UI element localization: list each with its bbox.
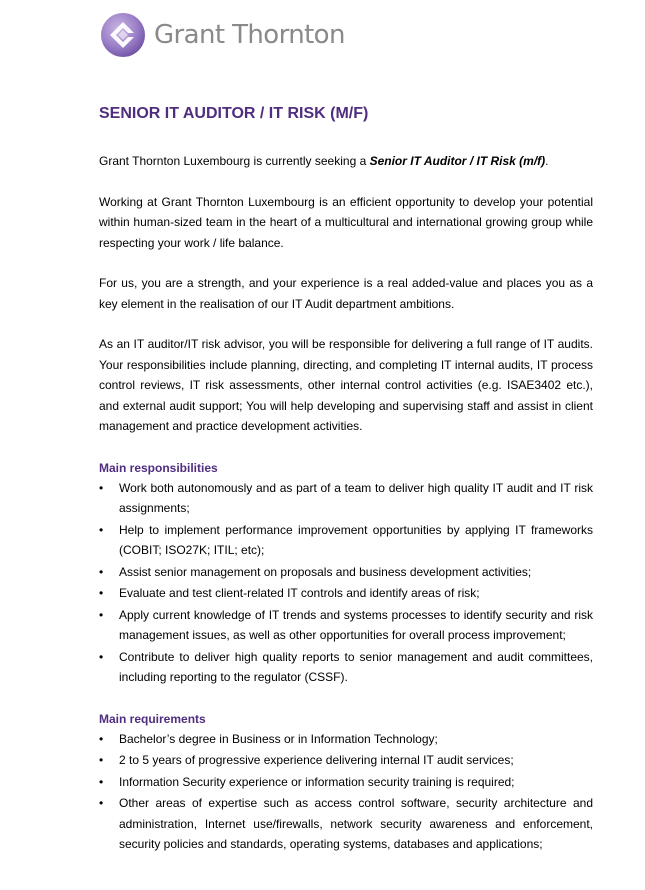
intro-paragraph: [99, 151, 593, 172]
job-posting: [99, 103, 593, 856]
bullet-icon: •: [99, 731, 104, 746]
job-title: SENIOR IT AUDITOR / IT RISK (M/F): [99, 105, 369, 122]
list-item-text: Help to implement performance improvement opportunities by applying IT frameworks (COBIT; ISO27K; ITIL; etc);: [119, 522, 593, 557]
list-item-text: Other areas of expertise such as access control software, security architecture and administration, Internet use/firewalls, network security awareness and enforcement, security policies and standards, operating systems, databases and applications;: [119, 796, 593, 851]
bullet-icon: •: [99, 480, 104, 495]
requirements-list: [99, 729, 593, 855]
intro-role-emphasis: Senior IT Auditor / IT Risk (m/f): [369, 154, 546, 168]
list-item: [99, 729, 593, 750]
list-item-text: Bachelor’s degree in Business or in Information Technology;: [119, 731, 438, 746]
list-item: [99, 520, 593, 561]
list-item-text: Information Security experience or information security training is required;: [119, 774, 515, 789]
paragraph-work-environment: Working at Grant Thornton Luxembourg is an efficient opportunity to develop your potential within human-sized team in the heart of a multicultural and international growing group while respecting your work / life balance.: [99, 194, 593, 250]
list-item-text: Apply current knowledge of IT trends and systems processes to identify security and risk management issues, as well as other opportunities for overall process improvement;: [119, 607, 593, 642]
responsibilities-list: [99, 478, 593, 688]
list-item: [99, 647, 593, 688]
bullet-icon: •: [99, 607, 104, 622]
list-item: [99, 478, 593, 519]
list-item: [99, 562, 593, 583]
bullet-icon: •: [99, 753, 104, 767]
responsibilities-heading: Main responsibilities: [99, 460, 218, 475]
list-item: [99, 605, 593, 646]
list-item: [99, 772, 593, 793]
list-item: [99, 583, 593, 604]
bullet-icon: •: [99, 522, 104, 537]
bullet-icon: •: [99, 586, 104, 600]
list-item-text: Work both autonomously and as part of a team to deliver high quality IT audit and IT risk assignments;: [119, 480, 593, 515]
list-item: [99, 750, 593, 771]
list-item-text: Evaluate and test client-related IT controls and identify areas of risk;: [119, 586, 480, 600]
requirements-heading: Main requirements: [99, 711, 206, 726]
intro-prefix: Grant Thornton Luxembourg is currently seeking a: [99, 154, 370, 168]
list-item-text: Contribute to deliver high quality reports to senior management and audit committees, including reporting to the regulator (CSSF).: [119, 649, 593, 684]
paragraph-value: For us, you are a strength, and your experience is a real added-value and places you as a key element in the realisation of our IT Audit department ambitions.: [99, 276, 593, 311]
paragraph-role-description: As an IT auditor/IT risk advisor, you will be responsible for delivering a full range of IT audits. Your responsibilities include planning, directing, and completing IT internal audits, IT process control reviews, IT risk assessments, other internal control activities (e.g. ISAE3402 etc.), and external audit support; You will help developing and supervising staff and assist in client management and practice development activities.: [99, 337, 593, 433]
list-item: [99, 793, 593, 855]
logo-wordmark: Grant Thornton: [154, 20, 345, 50]
intro-suffix: .: [545, 154, 549, 168]
list-item-text: Assist senior management on proposals and business development activities;: [119, 564, 532, 579]
bullet-icon: •: [99, 774, 104, 789]
company-logo: [100, 12, 345, 58]
grant-thornton-logo-icon: [100, 12, 146, 58]
bullet-icon: •: [99, 649, 104, 664]
bullet-icon: •: [99, 564, 104, 579]
bullet-icon: •: [99, 796, 104, 810]
list-item-text: 2 to 5 years of progressive experience delivering internal IT audit services;: [119, 753, 514, 767]
